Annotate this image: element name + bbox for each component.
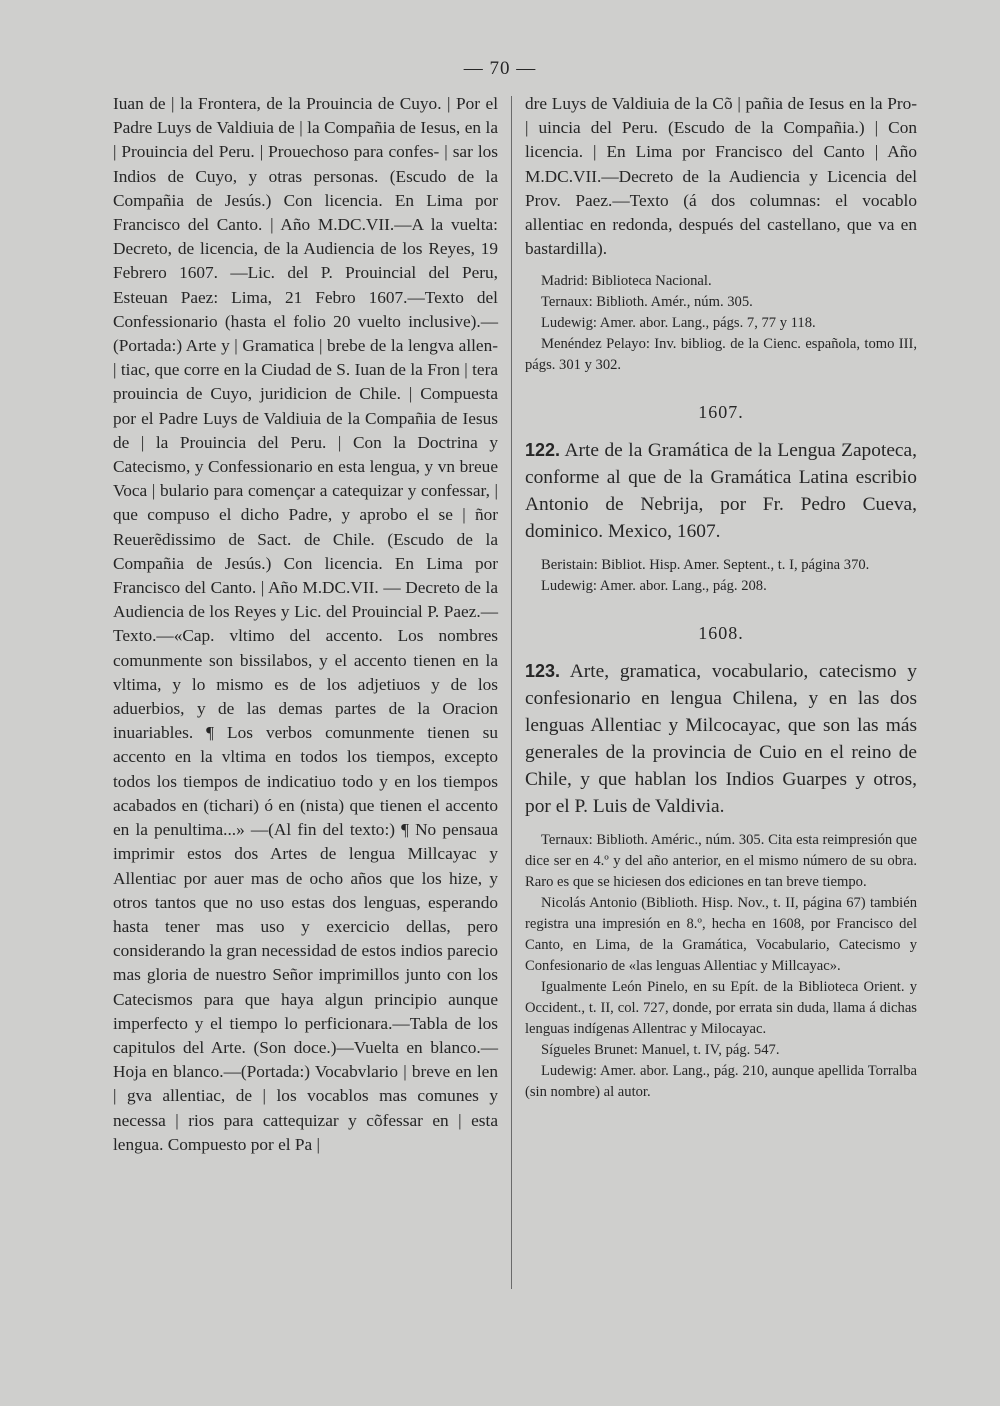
entry-123 xyxy=(525,658,917,820)
entry-122 xyxy=(525,437,917,545)
continuation-paragraph: dre Luys de Valdiuia de la Cõ | pañia de Iesus en la Pro- | uincia del Peru. (Escudo de la Compañia.) | Con licencia. | En Lima por Francisco del Canto | Año M.DC.VII.—Decreto de la Audiencia y Licencia del Prov. Paez.—Texto (á dos columnas: el vocablo allentiac en redonda, después del castellano, que va en bastardilla). xyxy=(525,94,917,259)
page-number: — 70 — xyxy=(463,58,537,79)
note-line: Ludewig: Amer. abor. Lang., pág. 208. xyxy=(541,578,767,595)
entry-title: Arte, gramatica, vocabulario, catecismo y confesionario en lengua Chilena, y en las dos lenguas Allentiac y Milcocayac, que son las más generales de la provincia de Cuio en el reino de Chile, y que hablan los Indios Guarpes y otros, por el P. Luis de Valdivia. xyxy=(525,661,917,818)
entry-title: Arte de la Gramática de la Lengua Zapoteca, conforme al que de la Gramática Latina escribio Antonio de Nebrija, por Fr. Pedro Cueva, dominico. Mexico, 1607. xyxy=(525,440,917,543)
note-line: Nicolás Antonio (Biblioth. Hisp. Nov., t. II, página 67) también registra una impresión en 8.º, hecha en 1608, por Francisco del Canto, en Lima, de la Gramática, Vocabulario, Catecismo y Confesionario de «las lenguas Allentiac y Millcayac». xyxy=(525,895,917,975)
year-heading-1608: 1608. xyxy=(698,623,744,644)
notes-123 xyxy=(525,830,917,1103)
notes-121 xyxy=(525,271,917,376)
note-line: Madrid: Biblioteca Nacional. xyxy=(541,273,712,290)
entry-number: 123. xyxy=(525,661,561,682)
notes-122 xyxy=(525,555,917,597)
note-line: Ludewig: Amer. abor. Lang., pág. 210, aunque apellida Torralba (sin nombre) al autor. xyxy=(525,1063,917,1101)
year-heading-1607: 1607. xyxy=(698,402,744,423)
note-line: Sígueles Brunet: Manuel, t. IV, pág. 547. xyxy=(541,1042,780,1059)
note-line: Igualmente León Pinelo, en su Epít. de la Biblioteca Orient. y Occident., t. II, col. 727, donde, por errata sin duda, llama á dichas lenguas indígenas Allentrac y Milocayac. xyxy=(525,979,917,1038)
note-line: Menéndez Pelayo: Inv. bibliog. de la Cienc. española, tomo III, págs. 301 y 302. xyxy=(525,336,917,374)
left-column xyxy=(113,92,498,1157)
entry-number: 122. xyxy=(525,440,561,461)
note-line: Ternaux: Biblioth. Amér., núm. 305. xyxy=(541,294,753,311)
right-column xyxy=(525,92,917,1103)
left-column-text: Iuan de | la Frontera, de la Prouincia de Cuyo. | Por el Padre Luys de Valdiuia de | la Compañia de Iesus, en la | Prouincia del Peru. | Prouechoso para confes- | sar los Indios de Cuyo, y otras personas. (Escudo de la Compañia de Jesús.) Con licencia. En Lima por Francisco del Canto. | Año M.DC.VII.—A la vuelta: Decreto, de licencia, de la Audiencia de los Reyes, 19 Febrero 1607. —Lic. del P. Prouincial del Peru, Esteuan Paez: Lima, 21 Febro 1607.—Texto del Confessionario (hasta el folio 20 vuelto inclusive).—(Portada:) Arte y | Gramatica | brebe de la lengva allen- | tiac, que corre en la Ciudad de S. Iuan de la Fron | tera prouincia de Cuyo, juridicion de Chile. | Compuesta por el Padre Luys de Valdiuia de la Compañia de Iesus de | la Prouincia del Peru. | Con la Doctrina y Catecismo, y Confessionario en esta lengua, y vn breue Voca | bulario para començar a catequizar y confessar, | que compuso el dicho Padre, y aprobo el se | ñor Reuerẽdissimo de Sact. de Chile. (Escudo de la Compañia de Jesús.) Con licencia. En Lima por Francisco del Canto. | Año M.DC.VII. — Decreto de la Audiencia de los Reyes y Lic. del Prouincial P. Paez.—Texto.—«Cap. vltimo del accento. Los nombres comunmente son bissilabos, y el accento tienen en la vltima, y lo mismo es de los adjetiuos y de los aduerbios, y de las demas partes de la Oracion inuariables. ¶ Los verbos comunmente tienen su accento en la vltima en todos los tiempos, excepto todos los tiempos de indicatiuo todo y en los tiempos acabados en (tichari) ó en (nista) que tienen el accento en la penultima...» —(Al fin del texto:) ¶ No pensaua imprimir estos dos Artes de lengua Millcayac y Allentiac por auer mas de ocho años que los hize, y otros tantos que no uso estas dos lenguas, esperando hasta tener mas uso y exercicio dellas, pero considerando la gran necessidad de estos indios parecio mas gloria de nuestro Señor imprimillos junto con los Catecismos para que haya algun principio aunque imperfecto y el tiempo lo perficionara.—Tabla de los capitulos del Arte. (Son doce.)—Vuelta en blanco.—Hoja en blanco.—(Portada:) Vocabvlario | breve en len | gva allentiac, de | los vocablos mas comunes y necessa | rios para cattequizar y cõfessar en | esta lengua. Compuesto por el Pa | xyxy=(113,94,498,1154)
note-line: Beristain: Bibliot. Hisp. Amer. Septent., t. I, página 370. xyxy=(541,557,870,574)
note-line: Ludewig: Amer. abor. Lang., págs. 7, 77 y 118. xyxy=(541,315,816,332)
note-line: Ternaux: Biblioth. Améric., núm. 305. Cita esta reimpresión que dice ser en 4.º y del año anterior, en el mismo número de su obra. Raro es que se hiciesen dos ediciones en tan breve tiempo. xyxy=(525,832,917,891)
column-divider xyxy=(511,96,512,1289)
